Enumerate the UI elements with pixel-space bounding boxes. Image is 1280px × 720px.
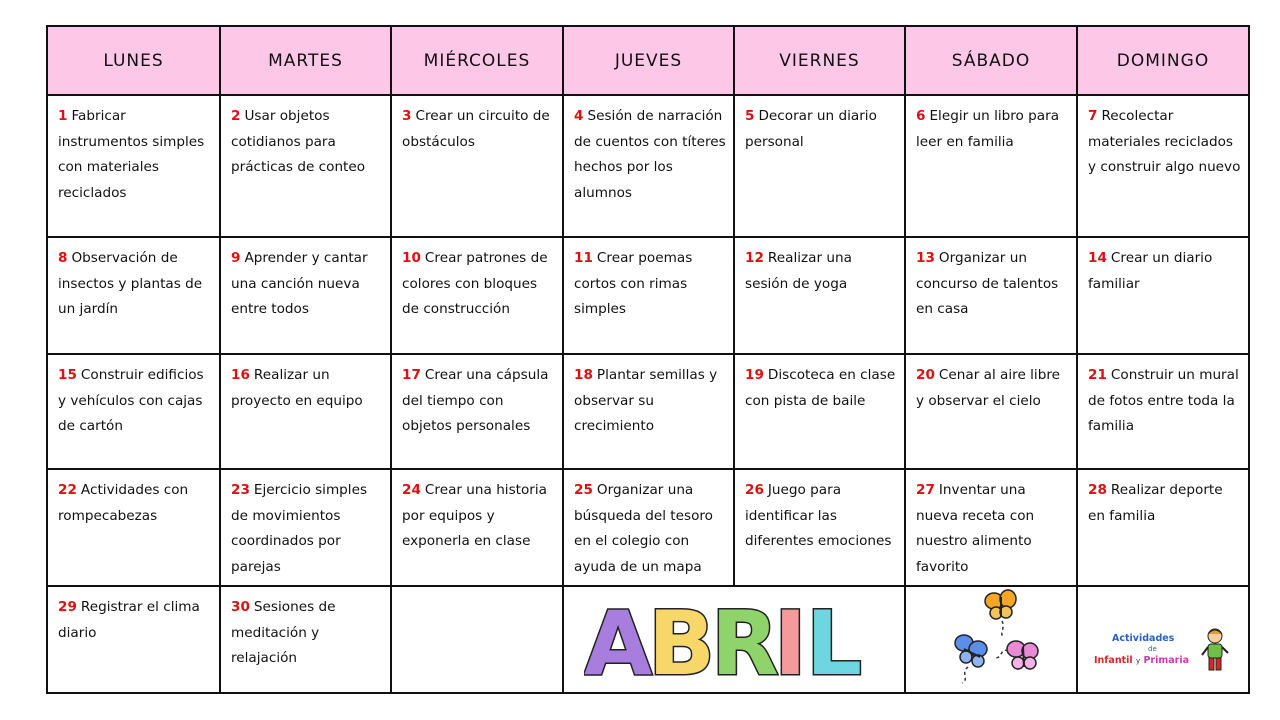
letter-r: R — [711, 592, 779, 688]
day-cell — [563, 237, 734, 354]
child-mascot-icon — [1200, 627, 1230, 673]
day-activity: Cenar al aire libre y observar el cielo — [916, 367, 1060, 409]
day-activity: Elegir un libro para leer en familia — [916, 108, 1060, 150]
day-cell — [905, 237, 1077, 354]
day-number: 16 — [231, 367, 250, 383]
day-cell — [47, 586, 220, 693]
day-activity: Construir edificios y vehículos con cajas de cartón — [58, 367, 204, 434]
weekday-wednesday: MIÉRCOLES — [391, 26, 563, 95]
day-number: 22 — [58, 482, 77, 498]
day-number: 28 — [1088, 482, 1107, 498]
day-cell — [905, 469, 1077, 586]
week-row-1 — [47, 95, 1249, 237]
day-activity: Organizar un concurso de talentos en casa — [916, 250, 1059, 317]
day-cell — [734, 95, 905, 237]
day-number: 14 — [1088, 250, 1107, 266]
weekday-monday: LUNES — [47, 26, 220, 95]
weekday-sunday: DOMINGO — [1077, 26, 1249, 95]
day-activity: Crear una historia por equipos y exponerla en clase — [402, 482, 548, 549]
letter-b: B — [648, 592, 716, 688]
day-cell — [734, 354, 905, 469]
brand-logo — [1090, 627, 1240, 687]
day-activity: Crear un circuito de obstáculos — [402, 108, 550, 150]
day-number: 3 — [402, 108, 412, 124]
day-activity: Decorar un diario personal — [745, 108, 877, 150]
day-cell — [563, 354, 734, 469]
day-number: 6 — [916, 108, 926, 124]
day-cell — [1077, 469, 1249, 586]
day-number: 20 — [916, 367, 935, 383]
weekday-tuesday: MARTES — [220, 26, 391, 95]
day-cell — [47, 95, 220, 237]
day-activity: Recolectar materiales reciclados y construir algo nuevo — [1088, 108, 1241, 175]
day-cell — [391, 95, 563, 237]
day-activity: Fabricar instrumentos simples con materiales reciclados — [58, 108, 205, 201]
day-number: 1 — [58, 108, 68, 124]
day-cell — [220, 95, 391, 237]
butterfly-orange-icon — [985, 590, 1016, 619]
logo-line-1: Actividades — [1112, 633, 1175, 644]
weekday-thursday: JUEVES — [563, 26, 734, 95]
week-row-3 — [47, 354, 1249, 469]
day-cell — [734, 469, 905, 586]
day-cell — [1077, 354, 1249, 469]
day-number: 19 — [745, 367, 764, 383]
day-cell — [905, 95, 1077, 237]
day-cell — [220, 354, 391, 469]
weekday-saturday: SÁBADO — [905, 26, 1077, 95]
logo-line-2: de — [1148, 645, 1157, 653]
day-number: 30 — [231, 599, 250, 615]
day-number: 5 — [745, 108, 755, 124]
month-title-cell — [563, 586, 905, 693]
letter-i: I — [774, 592, 807, 688]
day-activity: Usar objetos cotidianos para prácticas de conteo — [231, 108, 366, 175]
logo-cell — [1077, 586, 1249, 693]
day-activity: Discoteca en clase con pista de baile — [745, 367, 896, 409]
day-cell — [47, 237, 220, 354]
day-number: 18 — [574, 367, 593, 383]
month-title-lettering — [584, 592, 884, 688]
day-activity: Crear patrones de colores con bloques de construcción — [402, 250, 548, 317]
day-activity: Crear una cápsula del tiempo con objetos personales — [402, 367, 549, 434]
day-activity: Sesión de narración de cuentos con títeres hechos por los alumnos — [574, 108, 726, 201]
day-number: 12 — [745, 250, 764, 266]
day-number: 15 — [58, 367, 77, 383]
day-cell — [47, 469, 220, 586]
day-number: 23 — [231, 482, 250, 498]
day-cell — [563, 95, 734, 237]
day-cell — [391, 469, 563, 586]
day-cell — [220, 586, 391, 693]
letter-l: L — [806, 592, 863, 688]
day-activity: Ejercicio simples de movimientos coordinados por parejas — [231, 482, 368, 575]
empty-cell — [391, 586, 563, 693]
day-number: 25 — [574, 482, 593, 498]
day-number: 27 — [916, 482, 935, 498]
day-number: 7 — [1088, 108, 1098, 124]
butterfly-blue-icon — [955, 635, 987, 667]
day-cell — [47, 354, 220, 469]
day-cell — [905, 354, 1077, 469]
day-cell — [1077, 95, 1249, 237]
day-number: 10 — [402, 250, 421, 266]
day-activity: Crear poemas cortos con rimas simples — [574, 250, 693, 317]
day-activity: Realizar un proyecto en equipo — [231, 367, 363, 409]
day-activity: Organizar una búsqueda del tesoro en el colegio con ayuda de un mapa — [574, 482, 714, 575]
day-cell — [734, 237, 905, 354]
day-number: 17 — [402, 367, 421, 383]
day-cell — [220, 469, 391, 586]
butterfly-pink-icon — [1007, 641, 1038, 669]
day-cell — [391, 354, 563, 469]
day-cell — [220, 237, 391, 354]
day-activity: Aprender y cantar una canción nueva entre todos — [231, 250, 368, 317]
day-number: 4 — [574, 108, 584, 124]
day-activity: Plantar semillas y observar su crecimiento — [574, 367, 718, 434]
day-number: 26 — [745, 482, 764, 498]
letter-a: A — [584, 592, 653, 688]
day-number: 29 — [58, 599, 77, 615]
day-number: 8 — [58, 250, 68, 266]
day-activity: Registrar el clima diario — [58, 599, 200, 641]
day-number: 9 — [231, 250, 241, 266]
day-activity: Inventar una nueva receta con nuestro alimento favorito — [916, 482, 1035, 575]
week-row-5 — [47, 586, 1249, 693]
week-row-2 — [47, 237, 1249, 354]
day-activity: Realizar deporte en familia — [1088, 482, 1223, 524]
logo-line-3: Infantil y Primaria — [1094, 655, 1190, 666]
day-activity: Construir un mural de fotos entre toda la familia — [1088, 367, 1239, 434]
day-number: 21 — [1088, 367, 1107, 383]
day-activity: Observación de insectos y plantas de un jardín — [58, 250, 203, 317]
day-number: 13 — [916, 250, 935, 266]
day-activity: Crear un diario familiar — [1088, 250, 1213, 292]
day-activity: Realizar una sesión de yoga — [745, 250, 852, 292]
day-cell — [563, 469, 734, 586]
day-cell — [1077, 237, 1249, 354]
weekday-header-row — [47, 26, 1249, 95]
day-cell — [391, 237, 563, 354]
calendar-table — [46, 25, 1250, 694]
day-activity: Actividades con rompecabezas — [58, 482, 189, 524]
day-activity: Juego para identificar las diferentes emociones — [745, 482, 892, 549]
month-title — [564, 587, 904, 692]
day-activity: Sesiones de meditación y relajación — [231, 599, 336, 666]
butterflies-cell — [905, 586, 1077, 693]
butterflies-icon — [950, 587, 1040, 687]
day-number: 24 — [402, 482, 421, 498]
day-number: 2 — [231, 108, 241, 124]
weekday-friday: VIERNES — [734, 26, 905, 95]
day-number: 11 — [574, 250, 593, 266]
week-row-4 — [47, 469, 1249, 586]
